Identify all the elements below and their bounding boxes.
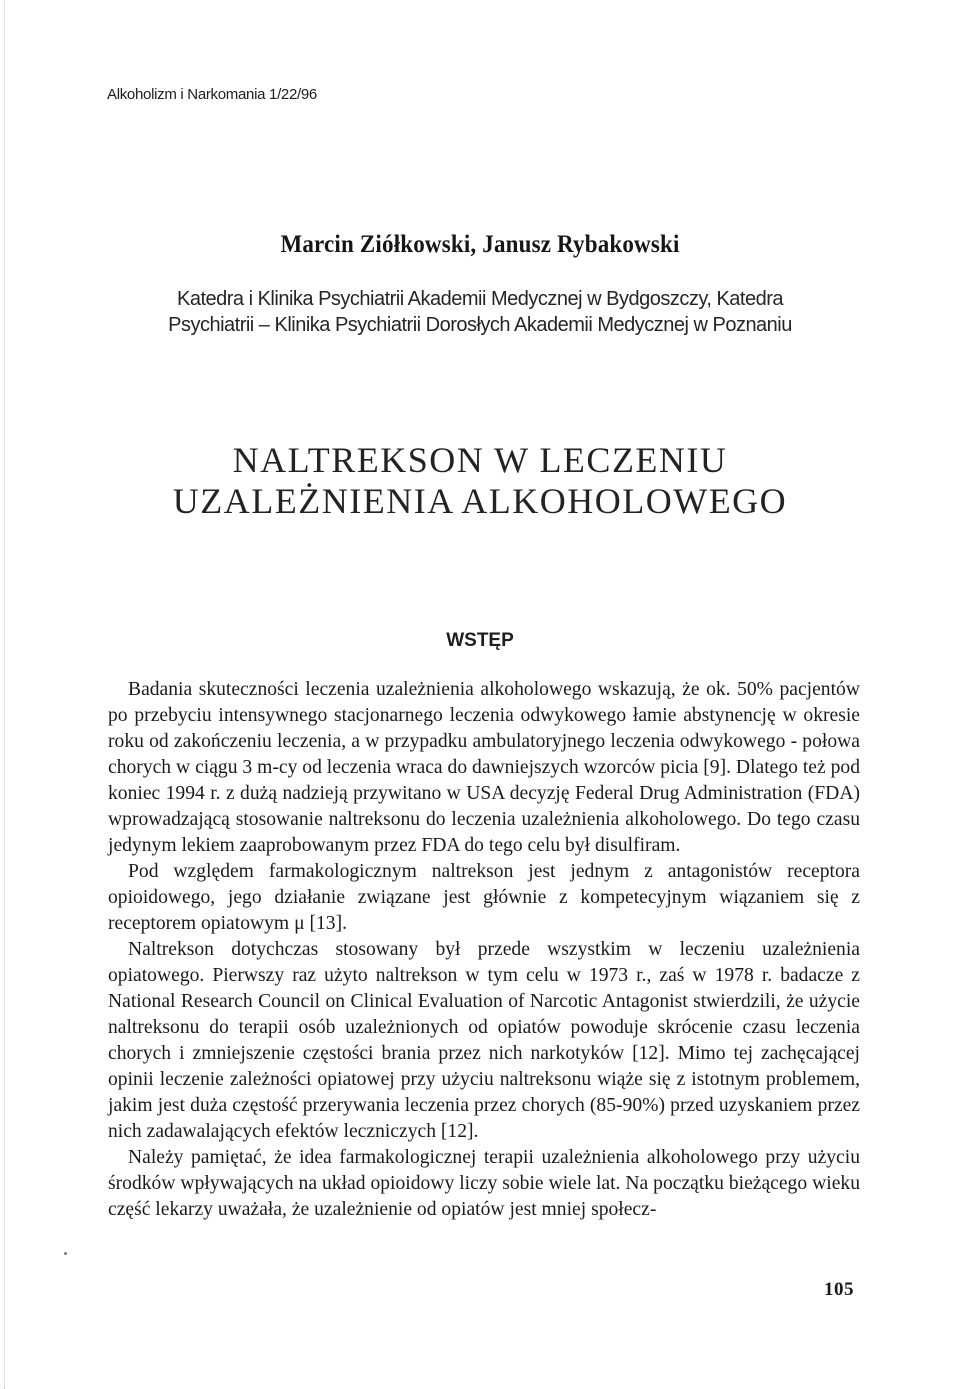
article-title-line-1: NALTREKSON W LECZENIU [232,440,728,480]
page-number: 105 [824,1279,854,1300]
body-text [108,677,860,1223]
paragraph: Naltrekson dotychczas stosowany był przede wszystkim w leczeniu uzależnienia opiatowego. Pierwszy raz użyto naltrekson w tym celu w 1973 r., zaś w 1978 r. badacze z National Research Council on Clinical Evaluation of Narcotic Antagonist stwierdzili, że użycie naltreksonu do terapii osób uzależnionych od opiatów powoduje skrócenie czasu leczenia chorych i zmniejszenie częstości brania przez nich narkotyków [12]. Mimo tej zachęcającej opinii leczenie zależności opiatowej przy użyciu naltreksonu wiąże się z istotnym problemem, jakim jest duża częstość przerywania leczenia przez chorych (85-90%) przed uzyskaniem przez nich zadawalających efektów leczniczych [12]. [108,939,860,1142]
affiliation-line-2: Psychiatrii – Klinika Psychiatrii Dorosłych Akademii Medycznej w Poznaniu [168,314,792,336]
authors: Marcin Ziółkowski, Janusz Rybakowski [280,231,680,258]
scan-edge [4,0,5,1389]
paragraph: Pod względem farmakologicznym naltrekson jest jednym z antagonistów receptora opioidowego, jego działanie związane jest głównie z kompetecyjnym wiązaniem się z receptorem opiatowym μ [13]. [108,861,860,934]
affiliation-line-1: Katedra i Klinika Psychiatrii Akademii Medycznej w Bydgoszczy, Katedra [176,288,783,310]
scan-speck [64,1252,67,1255]
section-heading: WSTĘP [446,630,514,651]
article-title [0,440,960,522]
paragraph: Badania skuteczności leczenia uzależnienia alkoholowego wskazują, że ok. 50% pacjentów po przebyciu intensywnego stacjonarnego leczenia odwykowego łamie abstynencję w okresie roku od zakończeniu leczenia, a w przypadku ambulatoryjnego leczenia odwykowego - połowa chorych w ciągu 3 m-cy od leczenia wraca do dawniejszych wzorców picia [9]. Dlatego też pod koniec 1994 r. z dużą nadzieją przywitano w USA decyzję Federal Drug Administration (FDA) wprowadzającą stosowanie naltreksonu do leczenia uzależnienia alkoholowego. Do tego czasu jedynym lekiem zaaprobowanym przez FDA do tego celu był disulfiram. [108,679,860,856]
article-title-line-2: UZALEŻNIENIA ALKOHOLOWEGO [172,481,788,521]
running-head: Alkoholizm i Narkomania 1/22/96 [107,86,317,103]
affiliation [0,286,960,338]
paragraph: Należy pamiętać, że idea farmakologicznej terapii uzależnienia alkoholowego przy użyciu środków wpływających na układ opioidowy liczy sobie wiele lat. Na początku bieżącego wieku część lekarzy uważała, że uzależnienie od opiatów jest mniej społecz- [108,1147,860,1220]
